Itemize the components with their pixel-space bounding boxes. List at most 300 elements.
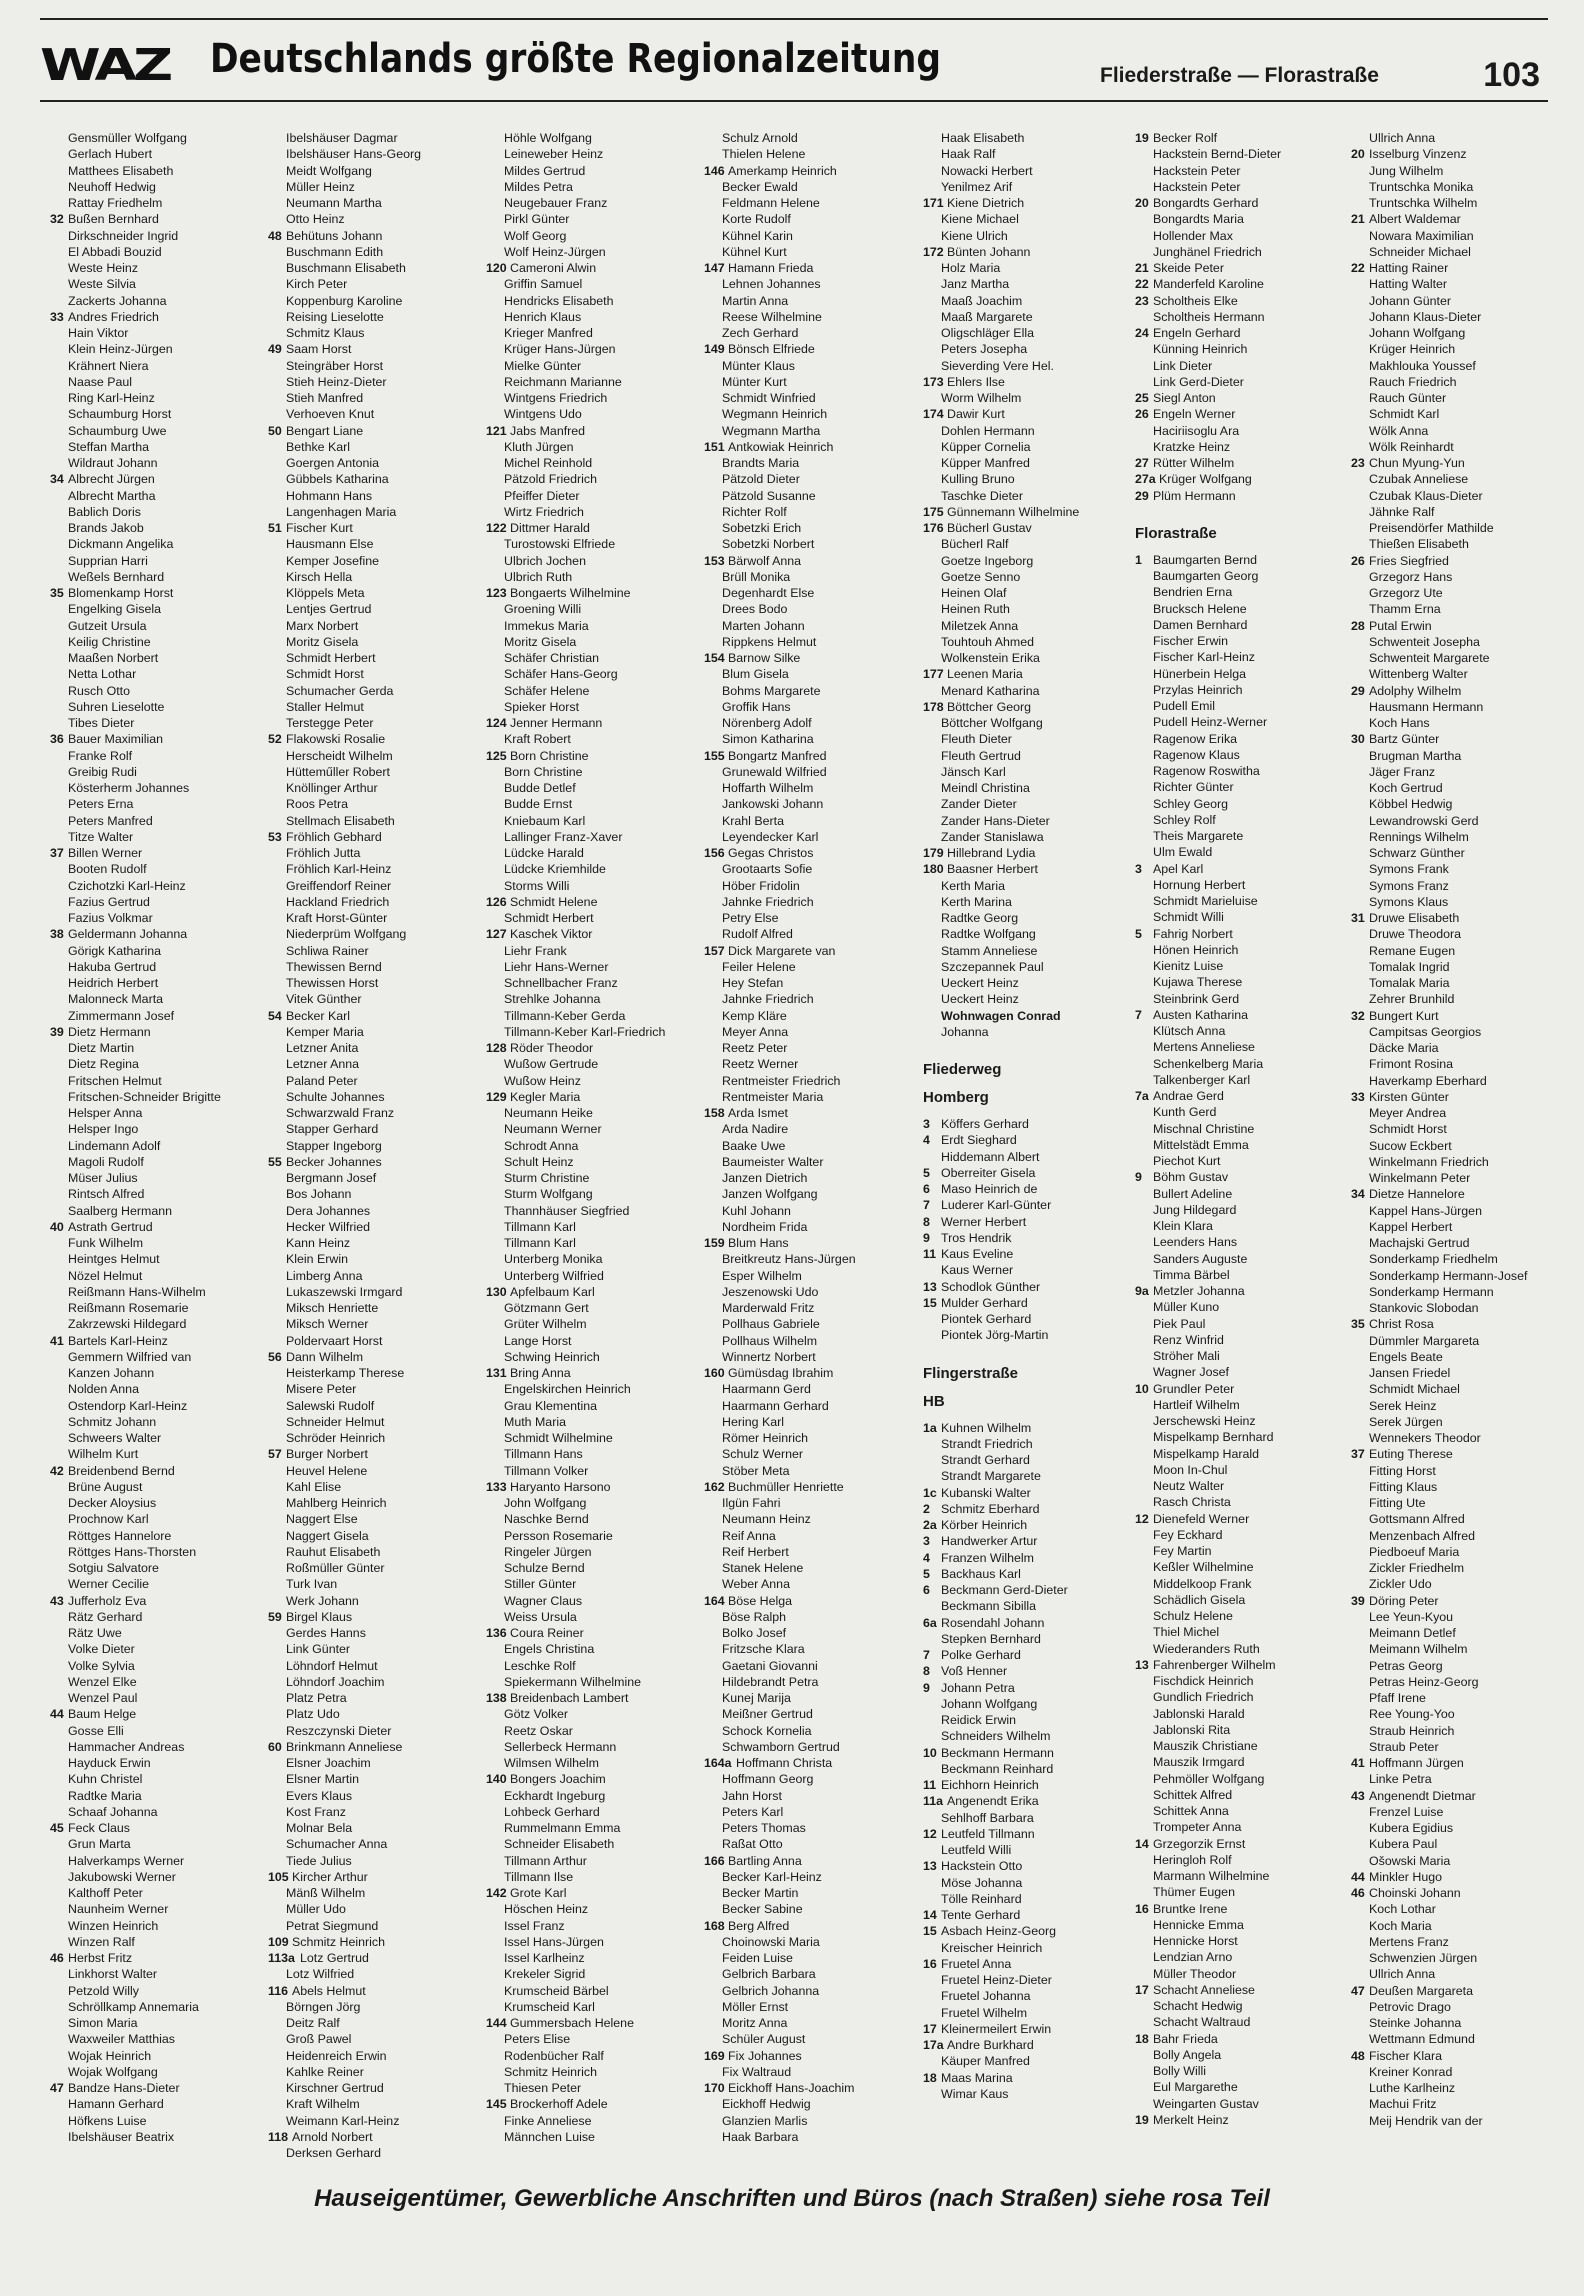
directory-entry: [1351, 1983, 1561, 1999]
house-number: 4: [923, 1133, 930, 1148]
directory-entry: [1135, 1901, 1345, 1917]
directory-entry: [268, 1219, 478, 1235]
directory-entry: [923, 1533, 1133, 1549]
resident-name: Issel Karlheinz: [504, 1951, 585, 1965]
resident-name: Kaschek Viktor: [510, 927, 593, 942]
directory-entry: [50, 910, 260, 926]
resident-name: Fischdick Heinrich: [1153, 1674, 1254, 1688]
resident-name: Wojak Wolfgang: [68, 2064, 158, 2079]
directory-entry: [1351, 926, 1561, 942]
resident-name: Rippkens Helmut: [722, 634, 817, 649]
directory-entry: [923, 471, 1133, 487]
resident-name: Götz Volker: [504, 1707, 569, 1722]
directory-entry: [1135, 584, 1345, 600]
resident-name: Arnold Norbert: [292, 2129, 373, 2144]
resident-name: Tiede Julius: [286, 1853, 352, 1868]
directory-entry: [268, 2064, 478, 2080]
directory-entry: [268, 650, 478, 666]
resident-name: Kösterherm Johannes: [68, 781, 190, 795]
resident-name: Schüler August: [722, 2032, 806, 2047]
directory-entry: [1351, 1739, 1561, 1755]
resident-name: Schulz Werner: [722, 1447, 804, 1462]
resident-name: Rodenbücher Ralf: [504, 2048, 604, 2063]
resident-name: Supprian Harri: [68, 553, 148, 568]
resident-name: Kraft Horst-Günter: [286, 911, 388, 925]
directory-entry: [50, 878, 260, 894]
directory-entry: [704, 1771, 914, 1787]
directory-entry: [1351, 569, 1561, 585]
resident-name: Baumgarten Georg: [1153, 569, 1259, 583]
directory-entry: [50, 861, 260, 877]
directory-entry: [704, 1609, 914, 1625]
directory-entry: [268, 1300, 478, 1316]
resident-name: Radtke Maria: [68, 1788, 142, 1803]
resident-name: Tillmann Ilse: [504, 1869, 574, 1884]
directory-entry: [923, 423, 1133, 439]
directory-entry: [1135, 1868, 1345, 1884]
resident-name: Asbach Heinz-Georg: [941, 1924, 1057, 1939]
directory-entry: [268, 293, 478, 309]
directory-entry: [1351, 2064, 1561, 2080]
resident-name: Marten Johann: [722, 618, 805, 633]
directory-entry: [50, 1056, 260, 1072]
directory-entry: [50, 2129, 260, 2145]
resident-name: Schröder Heinrich: [286, 1431, 386, 1445]
directory-entry: [268, 2129, 478, 2145]
directory-entry: [268, 1268, 478, 1284]
house-number: 129: [486, 1089, 507, 1104]
directory-entry: [1351, 1804, 1561, 1820]
directory-entry: [486, 1950, 696, 1966]
house-number: 149: [704, 342, 725, 357]
resident-name: Müller Kuno: [1153, 1300, 1220, 1315]
resident-name: Brüll Monika: [722, 569, 791, 584]
resident-name: Thewissen Horst: [286, 976, 379, 990]
resident-name: Bring Anna: [510, 1366, 571, 1380]
directory-entry: [923, 553, 1133, 569]
directory-entry: [1351, 471, 1561, 487]
resident-name: Roos Petra: [286, 797, 348, 812]
directory-entry: [486, 2031, 696, 2047]
resident-name: Jähnke Ralf: [1369, 504, 1435, 519]
resident-name: Cameroni Alwin: [510, 261, 597, 275]
directory-entry: [704, 1495, 914, 1511]
directory-entry: [704, 764, 914, 780]
resident-name: Bethke Karl: [286, 439, 351, 454]
resident-name: Tillmann Karl: [504, 1236, 576, 1250]
resident-name: Schäfer Helene: [504, 683, 590, 698]
directory-entry: [50, 601, 260, 617]
house-number: 50: [268, 423, 282, 438]
resident-name: Makhlouka Youssef: [1369, 358, 1476, 373]
directory-entry: [704, 1414, 914, 1430]
house-number: 105: [268, 1869, 289, 1884]
directory-entry: [268, 504, 478, 520]
directory-entry: [923, 959, 1133, 975]
directory-entry: [486, 390, 696, 406]
directory-entry: [704, 325, 914, 341]
directory-entry: [50, 1511, 260, 1527]
resident-name: Unterberg Wilfried: [504, 1268, 604, 1283]
house-number: 24: [1135, 326, 1149, 340]
directory-entry: [923, 618, 1133, 634]
resident-name: Wilmsen Wilhelm: [504, 1756, 599, 1770]
resident-name: Ullrich Anna: [1369, 1967, 1436, 1982]
directory-entry: [1135, 358, 1345, 374]
directory-entry: [1351, 1690, 1561, 1706]
resident-name: Hammacher Andreas: [68, 1739, 185, 1754]
house-number: 29: [1135, 488, 1149, 503]
resident-name: Platz Udo: [286, 1707, 340, 1722]
house-number: 133: [486, 1479, 507, 1494]
directory-entry: [1351, 374, 1561, 390]
directory-entry: [1351, 1950, 1561, 1966]
resident-name: Leenen Maria: [947, 667, 1023, 682]
directory-entry: [50, 2113, 260, 2129]
resident-name: Werner Cecilie: [68, 1577, 150, 1592]
directory-entry: [486, 293, 696, 309]
resident-name: Henrich Klaus: [504, 309, 582, 324]
directory-entry: [704, 536, 914, 552]
directory-entry: [1351, 423, 1561, 439]
directory-entry: [486, 634, 696, 650]
directory-entry: [704, 2031, 914, 2047]
directory-entry: [486, 796, 696, 812]
directory-entry: [50, 1544, 260, 1560]
directory-entry: [923, 179, 1133, 195]
resident-name: Schmitz Johann: [68, 1414, 157, 1429]
resident-name: Fischer Karl-Heinz: [1153, 650, 1255, 665]
resident-name: Stanek Helene: [722, 1561, 804, 1575]
directory-entry: [1135, 861, 1345, 877]
directory-entry: [704, 1511, 914, 1527]
resident-name: Persson Rosemarie: [504, 1528, 613, 1543]
resident-name: Janzen Dietrich: [722, 1171, 808, 1185]
directory-entry: [50, 569, 260, 585]
resident-name: Kappel Herbert: [1369, 1219, 1453, 1234]
directory-entry: [486, 894, 696, 910]
house-number: 128: [486, 1041, 507, 1055]
resident-name: Schmidt Marieluise: [1153, 894, 1258, 908]
directory-entry: [50, 1284, 260, 1300]
resident-name: Piechot Kurt: [1153, 1154, 1221, 1168]
house-number: 164a: [704, 1756, 732, 1770]
directory-entry: [1135, 1088, 1345, 1104]
resident-name: Druwe Elisabeth: [1369, 911, 1460, 925]
resident-name: Bolly Angela: [1153, 2047, 1222, 2062]
directory-entry: [268, 406, 478, 422]
house-number: 35: [50, 586, 64, 600]
resident-name: Lindemann Adolf: [68, 1138, 161, 1153]
house-number: 36: [50, 732, 64, 747]
house-number: 153: [704, 553, 725, 568]
directory-entry: [1135, 1348, 1345, 1364]
directory-entry: [268, 1040, 478, 1056]
directory-entry: [704, 618, 914, 634]
directory-entry: [268, 1983, 478, 1999]
directory-entry: [704, 975, 914, 991]
directory-entry: [1351, 1089, 1561, 1105]
directory-entry: [1351, 1056, 1561, 1072]
directory-entry: [50, 1593, 260, 1609]
directory-entry: [704, 374, 914, 390]
directory-entry: [923, 1452, 1133, 1468]
resident-name: Kuhl Johann: [722, 1203, 791, 1218]
house-number: 140: [486, 1772, 507, 1787]
directory-entry: [50, 845, 260, 861]
directory-entry: [1351, 1138, 1561, 1154]
directory-entry: [50, 1609, 260, 1625]
resident-name: Breitkreutz Hans-Jürgen: [722, 1252, 856, 1267]
resident-name: Pätzold Friedrich: [504, 472, 597, 487]
resident-name: Born Christine: [510, 748, 589, 763]
resident-name: Müser Julius: [68, 1171, 138, 1185]
directory-entry: [1351, 1576, 1561, 1592]
resident-name: Schweers Walter: [68, 1431, 162, 1445]
directory-entry: [486, 1609, 696, 1625]
resident-name: Holz Maria: [941, 261, 1001, 275]
resident-name: Winkelmann Friedrich: [1369, 1154, 1489, 1169]
resident-name: Zackerts Johanna: [68, 293, 167, 308]
section-spacer: [923, 1344, 1133, 1360]
directory-entry: [486, 1641, 696, 1657]
resident-name: Schmidt Michael: [1369, 1382, 1460, 1397]
resident-name: Kubanski Walter: [941, 1485, 1031, 1500]
directory-entry: [923, 764, 1133, 780]
house-number: 18: [923, 2070, 937, 2085]
resident-name: Schmitz Heinrich: [504, 2064, 597, 2079]
house-number: 173: [923, 374, 944, 389]
directory-entry: [486, 666, 696, 682]
directory-entry: [704, 1008, 914, 1024]
house-number: 22: [1135, 277, 1149, 292]
resident-name: Timma Bärbel: [1153, 1267, 1230, 1282]
resident-name: Schnellbacher Franz: [504, 976, 618, 990]
resident-name: Schodlok Günther: [941, 1279, 1041, 1294]
resident-name: Petras Georg: [1369, 1658, 1443, 1673]
resident-name: Feldmann Helene: [722, 196, 820, 210]
resident-name: Drees Bodo: [722, 602, 788, 617]
directory-column-4: [704, 130, 914, 2145]
resident-name: Koch Gertrud: [1369, 781, 1443, 795]
directory-entry: [923, 2086, 1133, 2102]
resident-name: Verhoeven Knut: [286, 407, 375, 422]
house-number: 16: [1135, 1901, 1149, 1916]
house-number: 30: [1351, 732, 1365, 747]
resident-name: Schwenzien Jürgen: [1369, 1951, 1478, 1965]
directory-entry: [50, 699, 260, 715]
resident-name: Wohnwagen Conrad: [941, 1008, 1061, 1023]
house-number: 10: [1135, 1381, 1149, 1396]
resident-name: Görigk Katharina: [68, 943, 161, 958]
resident-name: Pudell Emil: [1153, 699, 1215, 713]
resident-name: Gaetani Giovanni: [722, 1658, 818, 1673]
resident-name: Krahl Berta: [722, 813, 784, 828]
house-number: 146: [704, 163, 725, 178]
directory-entry: [1351, 683, 1561, 699]
resident-name: Becker Johannes: [286, 1154, 382, 1169]
resident-name: Gutzeit Ursula: [68, 618, 147, 633]
directory-entry: [268, 309, 478, 325]
resident-name: Kemper Maria: [286, 1024, 364, 1039]
resident-name: Schmitz Heinrich: [292, 1934, 385, 1949]
resident-name: Klöppels Meta: [286, 586, 365, 600]
resident-name: Piontek Jörg-Martin: [941, 1328, 1049, 1343]
directory-entry: [704, 276, 914, 292]
resident-name: Grunewald Wilfried: [722, 764, 827, 779]
directory-entry: [1351, 276, 1561, 292]
resident-name: Behütuns Johann: [286, 228, 383, 243]
resident-name: Hohmann Hans: [286, 488, 373, 503]
resident-name: Kahl Elise: [286, 1479, 342, 1494]
resident-name: Burger Norbert: [286, 1447, 368, 1462]
house-number: 12: [923, 1826, 937, 1841]
directory-entry: [1135, 601, 1345, 617]
resident-name: Wölk Reinhardt: [1369, 439, 1454, 454]
resident-name: Becker Karl-Heinz: [722, 1869, 822, 1884]
directory-entry: [1135, 1543, 1345, 1559]
header-bottom-rule: [40, 100, 1548, 102]
resident-name: Fröhlich Gebhard: [286, 829, 382, 844]
directory-entry: [486, 1983, 696, 1999]
resident-name: Goetze Ingeborg: [941, 553, 1034, 568]
resident-name: Klein Erwin: [286, 1252, 348, 1267]
resident-name: Kaus Eveline: [941, 1247, 1014, 1261]
directory-entry: [1135, 1186, 1345, 1202]
resident-name: Hey Stefan: [722, 976, 784, 990]
directory-entry: [268, 1333, 478, 1349]
directory-entry: [486, 991, 696, 1007]
directory-entry: [1351, 1625, 1561, 1641]
directory-entry: [486, 1170, 696, 1186]
resident-name: Wußow Gertrude: [504, 1057, 599, 1072]
resident-name: Hackstein Peter: [1153, 163, 1241, 178]
resident-name: Grundler Peter: [1153, 1381, 1235, 1396]
directory-entry: [268, 829, 478, 845]
directory-entry: [1351, 1121, 1561, 1137]
directory-entry: [268, 228, 478, 244]
directory-entry: [1135, 1332, 1345, 1348]
resident-name: Kemp Kläre: [722, 1008, 787, 1023]
resident-name: Mittelstädt Emma: [1153, 1137, 1249, 1152]
resident-name: Blomenkamp Horst: [68, 586, 174, 600]
directory-entry: [1351, 358, 1561, 374]
resident-name: Fahrig Norbert: [1153, 926, 1233, 941]
resident-name: Baumeister Walter: [722, 1154, 824, 1169]
directory-entry: [923, 1262, 1133, 1278]
directory-entry: [923, 260, 1133, 276]
resident-name: Knöllinger Arthur: [286, 781, 378, 795]
directory-entry: [486, 715, 696, 731]
directory-entry: [1135, 130, 1345, 146]
resident-name: Becker Sabine: [722, 1902, 803, 1917]
resident-name: Wimar Kaus: [941, 2086, 1009, 2101]
resident-name: Billen Werner: [68, 846, 143, 860]
directory-entry: [1351, 1528, 1561, 1544]
resident-name: Koppenburg Karoline: [286, 293, 403, 308]
resident-name: Krüger Heinrich: [1369, 342, 1456, 357]
directory-entry: [1135, 1511, 1345, 1527]
directory-entry: [1351, 536, 1561, 552]
directory-entry: [704, 1446, 914, 1462]
directory-entry: [1351, 211, 1561, 227]
resident-name: Naunheim Werner: [68, 1902, 169, 1917]
resident-name: Grun Marta: [68, 1837, 131, 1852]
directory-entry: [923, 341, 1133, 357]
directory-entry: [1351, 260, 1561, 276]
resident-name: Astrath Gertrud: [68, 1219, 153, 1234]
resident-name: Baasner Herbert: [947, 862, 1038, 877]
page-number: 103: [1483, 56, 1540, 94]
directory-entry: [268, 894, 478, 910]
directory-entry: [268, 1885, 478, 1901]
house-number: 116: [268, 1983, 288, 1998]
house-number: 17a: [923, 2038, 944, 2052]
resident-name: Vitek Günther: [286, 992, 362, 1007]
directory-entry: [923, 1468, 1133, 1484]
directory-entry: [923, 1810, 1133, 1826]
resident-name: Wenzel Elke: [68, 1674, 137, 1689]
directory-entry: [923, 699, 1133, 715]
resident-name: Trompeter Anna: [1153, 1820, 1242, 1835]
resident-name: Schley Rolf: [1153, 812, 1216, 827]
directory-entry: [1135, 617, 1345, 633]
directory-entry: [486, 163, 696, 179]
resident-name: Brands Jakob: [68, 521, 144, 535]
house-number: 7: [1135, 1007, 1142, 1022]
resident-name: Rentmeister Maria: [722, 1089, 824, 1104]
house-number: 145: [486, 2097, 507, 2112]
resident-name: Reißmann Rosemarie: [68, 1301, 189, 1315]
resident-name: Neumann Werner: [504, 1122, 602, 1137]
directory-entry: [1351, 845, 1561, 861]
directory-entry: [1135, 1998, 1345, 2014]
directory-entry: [50, 1316, 260, 1332]
house-number: 21: [1351, 212, 1365, 227]
resident-name: Maas Marina: [941, 2070, 1013, 2085]
resident-name: Symons Franz: [1369, 878, 1449, 893]
resident-name: Metzler Johanna: [1153, 1284, 1245, 1298]
resident-name: Engels Christina: [504, 1642, 595, 1657]
directory-entry: [1135, 2096, 1345, 2112]
directory-entry: [50, 211, 260, 227]
directory-entry: [1135, 991, 1345, 1007]
resident-name: Martin Anna: [722, 293, 789, 308]
directory-entry: [1135, 1283, 1345, 1299]
directory-entry: [50, 975, 260, 991]
resident-name: Schneider Helmut: [286, 1414, 385, 1429]
house-number: 166: [704, 1853, 725, 1868]
resident-name: Wolf Georg: [504, 228, 567, 243]
resident-name: Kiene Ulrich: [941, 228, 1008, 243]
resident-name: Richter Günter: [1153, 780, 1234, 795]
resident-name: Leutfeld Tillmann: [941, 1826, 1035, 1841]
resident-name: Reidick Erwin: [941, 1713, 1017, 1727]
resident-name: Köffers Gerhard: [941, 1117, 1029, 1131]
resident-name: Budde Detlef: [504, 781, 576, 795]
resident-name: Bruntke Irene: [1153, 1901, 1228, 1916]
directory-entry: [268, 1251, 478, 1267]
directory-entry: [1135, 1153, 1345, 1169]
resident-name: Thiesen Peter: [504, 2081, 582, 2095]
resident-name: Bongartz Manfred: [728, 748, 827, 763]
directory-entry: [268, 1934, 478, 1950]
directory-entry: [486, 276, 696, 292]
resident-name: Wilhelm Kurt: [68, 1447, 139, 1462]
resident-name: Meyer Anna: [722, 1024, 789, 1039]
resident-name: Pollhaus Gabriele: [722, 1317, 820, 1332]
house-number: 125: [486, 748, 507, 763]
